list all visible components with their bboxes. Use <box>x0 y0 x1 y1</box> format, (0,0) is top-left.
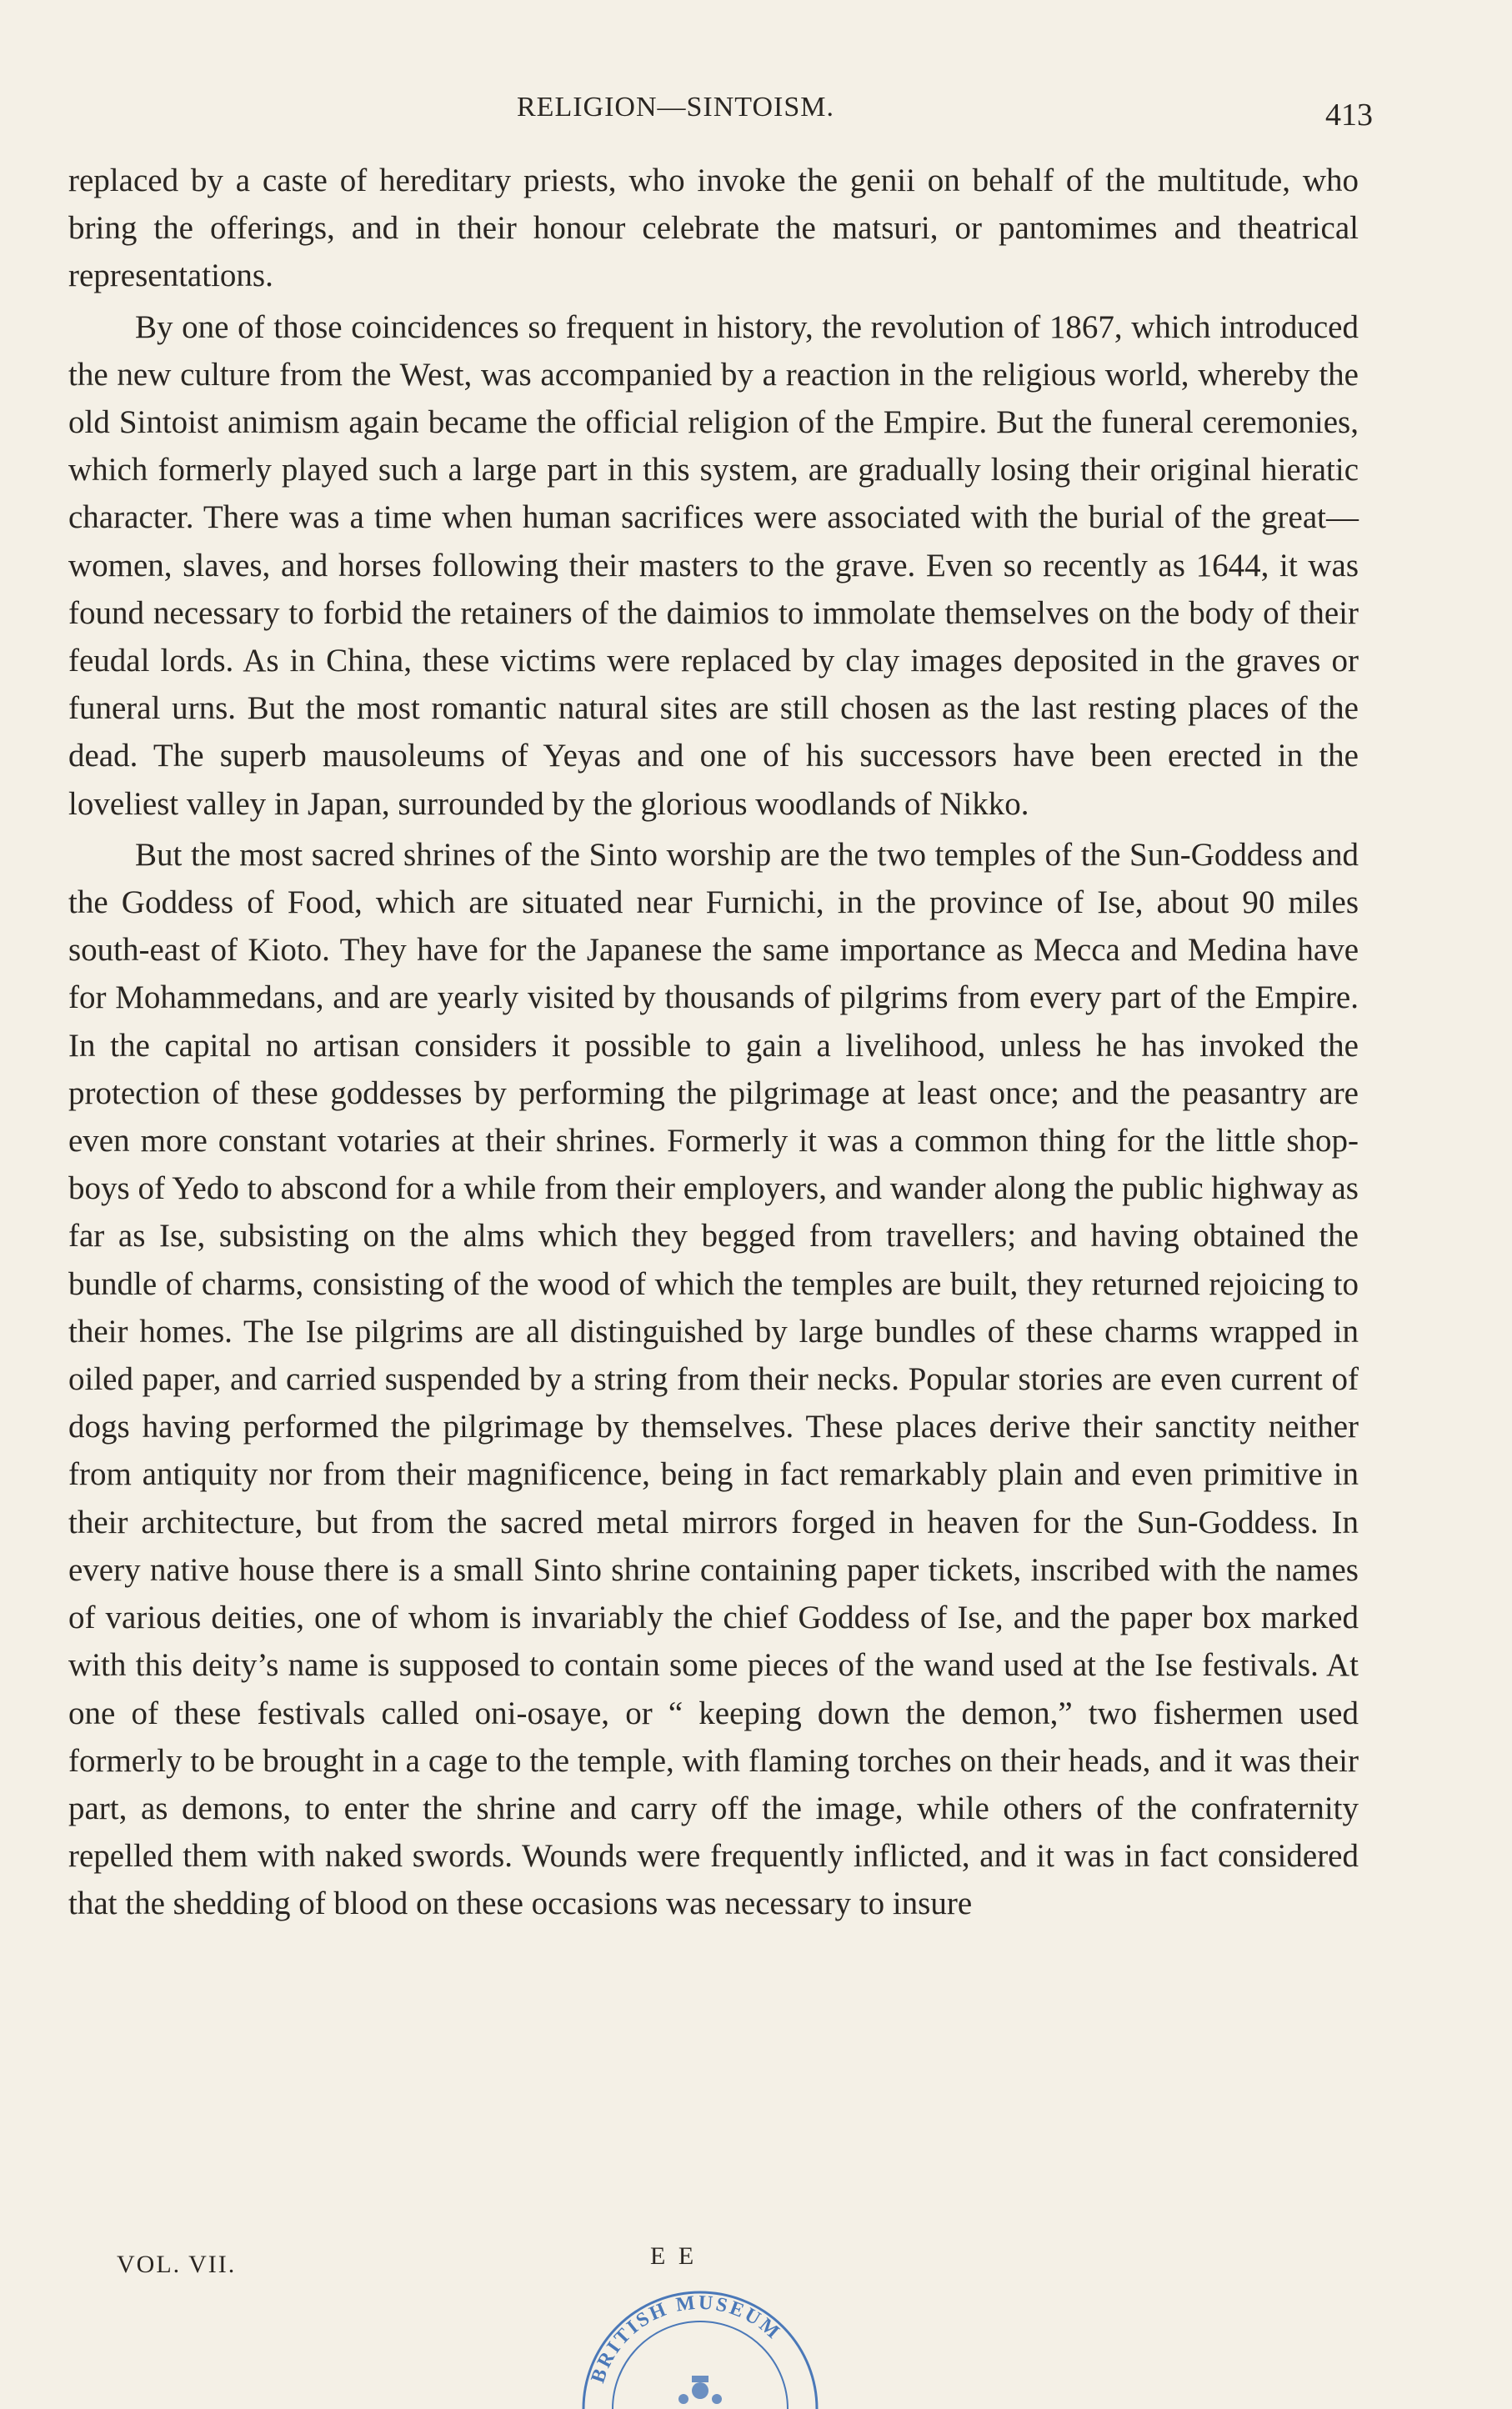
page-number: 413 <box>1325 98 1373 133</box>
paragraph-revolution: By one of those coincidences so frequent in history, the revolution of 1867, which introduced the new culture from the West, was accompanied by a reaction in the religious world, whereby the old Sintoist animism again became the official religion of the Empire. But the funeral ceremonies, which formerly played such a large part in this system, are gradually losing their original hieratic character. There was a time when human sacrifices were associated with the burial of the great—women, slaves, and horses following their masters to the grave. Even so recently as 1644, it was found necessary to forbid the retainers of the daimios to immolate themselves on the body of their feudal lords. As in China, these victims were replaced by clay images deposited in the graves or funeral urns. But the most romantic natural sites are still chosen as the last resting places of the dead. The superb mausoleums of Yeyas and one of his successors have been erected in the loveliest valley in Japan, surrounded by the glorious woodlands of Nikko. <box>68 308 1359 822</box>
library-stamp-icon <box>567 2284 834 2409</box>
running-title: RELIGION—SINTOISM. <box>517 92 834 123</box>
page-footer <box>0 2242 1512 2384</box>
signature-mark: E E <box>650 2242 698 2270</box>
stamp-text: BRITISH MUSEUM <box>587 2291 785 2386</box>
page-header <box>0 82 1512 132</box>
paragraph-ise-shrines: But the most sacred shrines of the Sinto worship are the two temples of the Sun-Goddess and the Goddess of Food, which are situated near Furnichi, in the province of Ise, about 90 miles south-east of Kioto. They have for the Japanese the same importance as Mecca and Medina have for Mohammedans, and are yearly visited by thousands of pilgrims from every part of the Empire. In the capital no artisan considers it possible to gain a livelihood, unless he has invoked the protection of these goddesses by performing the pilgrimage at least once; and the peasantry are even more constant votaries at their shrines. Formerly it was a common thing for the little shop-boys of Yedo to abscond for a while from their employers, and wander along the public highway as far as Ise, subsisting on the alms which they begged from travellers; and having obtained the bundle of charms, consisting of the wood of which the temples are built, they returned rejoicing to their homes. The Ise pilgrims are all distinguished by large bundles of these charms wrapped in oiled paper, and carried suspended by a string from their necks. Popular stories are even current of dogs having performed the pilgrimage by themselves. These places derive their sanctity neither from antiquity nor from their magnificence, being in fact remarkably plain and even primitive in their architecture, but from the sacred metal mirrors forged in heaven for the Sun-Goddess. In every native house there is a small Sinto shrine containing paper tickets, inscribed with the names of various deities, one of whom is invariably the chief Goddess of Ise, and the paper box marked with this deity’s name is supposed to contain some pieces of the wand used at the Ise festivals. At one of these festivals called oni-osaye, or “ keeping down the demon,” two fishermen used formerly to be brought in a cage to the temple, with flaming torches on their heads, and it was their part, as demons, to enter the shrine and carry off the image, while others of the confraternity repelled them with naked swords. Wounds were frequently inflicted, and it was in fact considered that the shedding of blood on these occasions was necessary to insure <box>68 836 1359 1922</box>
volume-label: VOL. VII. <box>117 2251 237 2278</box>
paragraph-continued: replaced by a caste of hereditary priests, who invoke the genii on behalf of the multitude, who bring the offerings, and in their honour celebrate the matsuri, or pantomimes and theatrical representations. <box>68 163 1359 294</box>
body-text <box>68 157 1359 1928</box>
